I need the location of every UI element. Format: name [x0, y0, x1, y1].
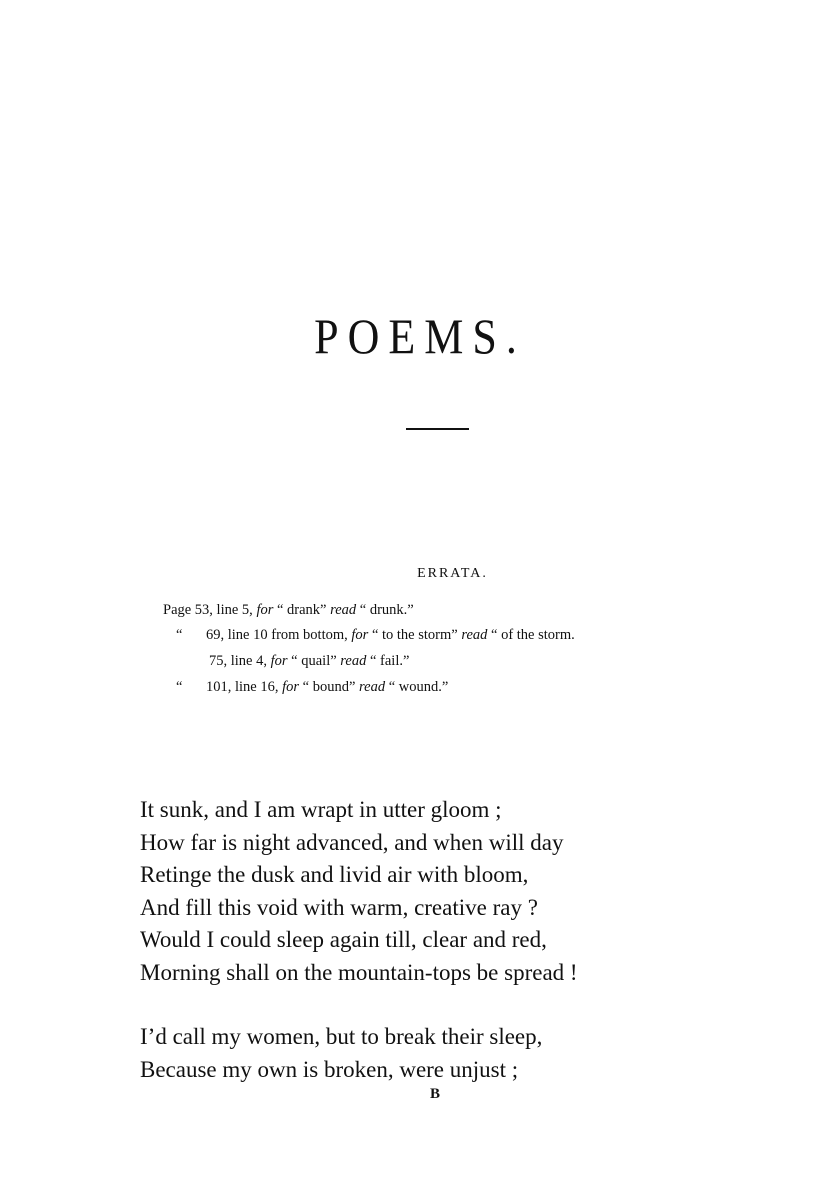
- errata-entry: [209, 652, 409, 670]
- errata-original: “ to the storm”: [368, 627, 462, 643]
- errata-correction: “ drunk.”: [356, 602, 414, 618]
- errata-reference: 75, line 4,: [209, 653, 271, 669]
- errata-original: “ drank”: [273, 602, 331, 618]
- poem-line: Morning shall on the mountain-tops be spread !: [140, 959, 578, 985]
- errata-for-label: for: [270, 653, 288, 669]
- errata-original: “ quail”: [287, 653, 341, 669]
- errata-correction: “ of the storm.: [487, 627, 575, 643]
- poem-line: Retinge the dusk and livid air with bloom,: [140, 862, 529, 887]
- errata-for-label: for: [282, 679, 300, 695]
- stanza-break: [140, 989, 578, 1021]
- poem-line: It sunk, and I am wrapt in utter gloom ;: [140, 797, 502, 822]
- errata-entry: [163, 601, 414, 619]
- page-title: POEMS.: [314, 309, 526, 364]
- errata-correction: “ fail.”: [366, 653, 410, 669]
- errata-entry: [176, 626, 575, 644]
- title-rule: [406, 428, 469, 430]
- errata-read-label: read: [461, 627, 488, 643]
- ditto-mark: “: [176, 627, 183, 643]
- poem-line: Would I could sleep again till, clear and red,: [140, 927, 547, 952]
- errata-reference: Page 53, line 5,: [163, 602, 257, 618]
- errata-original: “ bound”: [299, 679, 360, 695]
- errata-read-label: read: [340, 653, 367, 669]
- poem-line: And fill this void with warm, creative ray ?: [140, 894, 538, 920]
- poem-line: I’d call my women, but to break their sleep,: [140, 1024, 543, 1049]
- errata-heading: ERRATA.: [417, 566, 488, 581]
- errata-for-label: for: [256, 602, 274, 618]
- errata-reference: 101, line 16,: [206, 679, 283, 695]
- errata-correction: “ wound.”: [385, 679, 449, 695]
- poem-line: Because my own is broken, were unjust ;: [140, 1056, 519, 1082]
- errata-reference: 69, line 10 from bottom,: [206, 627, 352, 643]
- poem-line: How far is night advanced, and when will day: [140, 829, 564, 855]
- signature-mark: B: [429, 1086, 440, 1102]
- ditto-mark: “: [176, 679, 183, 695]
- errata-read-label: read: [330, 602, 357, 618]
- errata-read-label: read: [359, 679, 386, 695]
- errata-entry: [176, 678, 448, 696]
- errata-for-label: for: [351, 627, 369, 643]
- poem-text: [140, 794, 578, 1086]
